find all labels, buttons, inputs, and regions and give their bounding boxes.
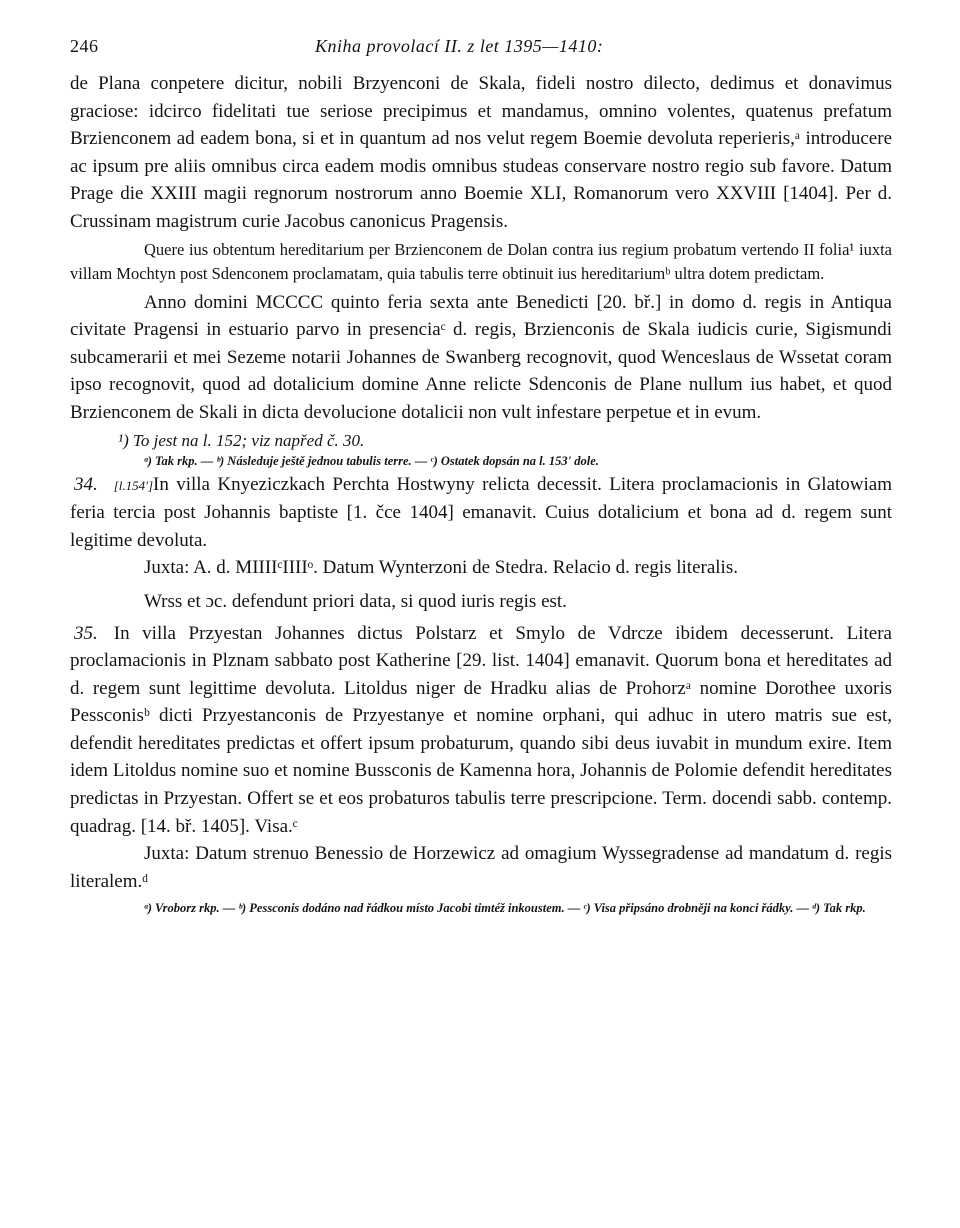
entry-35: [70, 620, 892, 841]
entry-number: 35.: [74, 622, 98, 644]
juxta-35: Juxta: Datum strenuo Benessio de Horzewicz ad omagium Wyssegradense ad mandatum d. regis literalem.ᵈ: [70, 843, 892, 892]
entry-text: In villa Knyeziczkach Perchta Hostwyny relicta decessit. Litera proclamacionis in Glatowiam feria tercia post Johannis baptiste [1. čce 1404] emanavit. Cuius dotalicium et bona ad d. regem sunt legitime devoluta.: [70, 473, 892, 551]
page-number: 246: [70, 36, 99, 56]
running-header: [70, 36, 892, 70]
entry-number: 34.: [74, 473, 98, 495]
page: [70, 36, 892, 918]
paragraph-record-1405: Anno domini MCCCC quinto feria sexta ante Benedicti [20. bř.] in domo d. regis in Antiqua civitate Pragensi in estuario parvo in presenciaᶜ d. regis, Brzienconis de Skala iudicis curie, Sigismundi subcamerarii et mei Sezeme notarii Johannes de Swanberg recognovit, quod Wenceslaus de Wssetat coram ipso recognovit, quod ad dotalicium domine Anne relicte Sdenconis de Plane nullum ius habet, et quod Brzienconem de Skali in dicta devolucione dotalicii non vult infestare perpetue et in evum.: [70, 291, 892, 423]
footnotes-letters-b: ᵃ) Vroborz rkp. — ᵇ) Pessconis dodáno nad řádkou místo Jacobi timtéž inkoustem. — ᶜ) Visa připsáno drobněji na konci řádky. — ᵈ) Tak rkp.: [144, 901, 866, 916]
footnotes-letters-a: ᵃ) Tak rkp. — ᵇ) Následuje ještě jednou tabulis terre. — ᶜ) Ostatek dopsán na l. 153ʹ dole.: [144, 453, 599, 468]
footnote-1: ¹) To jest na l. 152; viz napřed č. 30.: [118, 430, 365, 450]
folio-mark: [l.154ʹ]: [113, 477, 154, 493]
paragraph-note: Quere ius obtentum hereditarium per Brzienconem de Dolan contra ius regium probatum vertendo II folia¹ iuxta villam Mochtyn post Sdenconem proclamatam, quia tabulis terre obtinuit ius hereditariumᵇ ultra dotem predictam.: [70, 239, 892, 284]
wrss-line: Wrss et ɔc. defendunt priori data, si quod iuris regis est.: [144, 590, 567, 612]
running-title: Kniha provolací II. z let 1395—1410:: [315, 36, 604, 56]
entry-34: [70, 471, 892, 555]
juxta-34: Juxta: A. d. MIIIIᶜIIIIᵒ. Datum Wynterzoni de Stedra. Relacio d. regis literalis.: [144, 557, 738, 579]
paragraph-charter: de Plana conpetere dicitur, nobili Brzyenconi de Skala, fideli nostro dilecto, dedimus et donavimus graciose: idcirco fidelitati tue seriose precipimus et mandamus, omnino volentes, quatenus prefatum Brzienconem ad eadem bona, si et in quantum ad nos velut regem Boemie devoluta reperieris,ᵃ introducere ac ipsum pre aliis omnibus circa eadem modis omnibus studeas conservare nostro regio sub favore. Datum Prage die XXIII magii regnorum nostrorum anno Boemie XLI, Romanorum vero XXVIII [1404]. Per d. Crussinam magistrum curie Jacobus canonicus Pragensis.: [70, 73, 892, 232]
entry-text: In villa Przyestan Johannes dictus Polstarz et Smylo de Vdrcze ibidem decesserunt. Litera proclamacionis in Plznam sabbato post Katherine [29. list. 1404] emanavit. Quorum bona et hereditates ad d. regem sunt legittime devoluta. Litoldus niger de Hradku alias de Prohorzᵃ nomine Dorothee uxoris Pessconisᵇ dicti Przyestanconis de Przyestanye et nomine orphani, qui adhuc in utero matris sue est, defendit hereditates predictas et offert ipsum probaturum, quando sibi deus iuvabit in mundum exire. Item idem Litoldus nomine suo et nomine Bussconis de Kamenna hora, Johannis de Polomie defendit hereditates predictas in Przyestan. Offert se et eos probaturos tabulis terre prescripcione. Term. docendi sabb. contemp. quadrag. [14. bř. 1405]. Visa.ᶜ: [70, 622, 892, 837]
